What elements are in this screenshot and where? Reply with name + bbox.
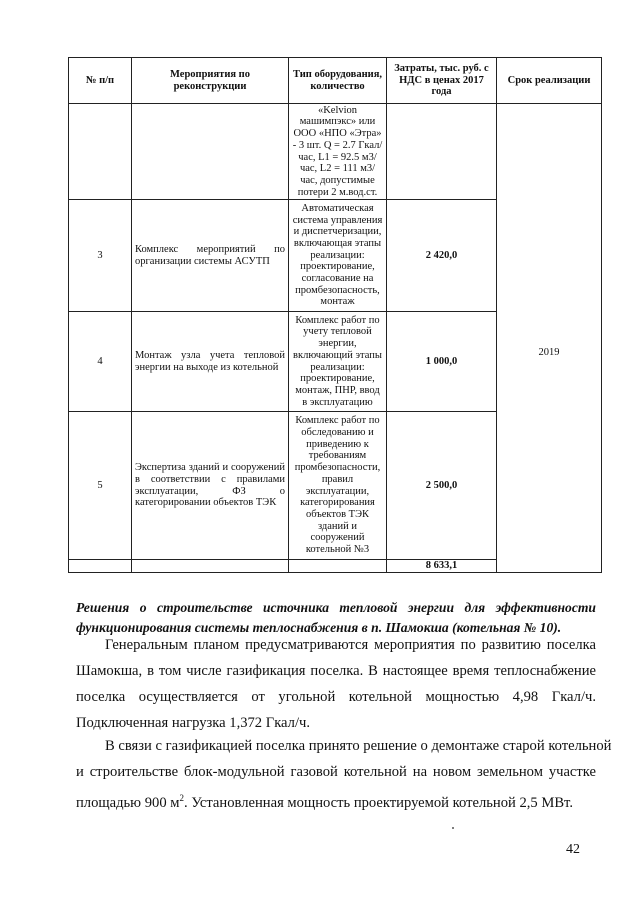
header-costs: Затраты, тыс. руб. с НДС в ценах 2017 года (387, 58, 497, 104)
cell-costs: 2 420,0 (387, 200, 497, 312)
paragraph-1-line: Подключенная нагрузка 1,372 Гкал/ч. (76, 715, 310, 731)
cell-num: 4 (69, 312, 132, 412)
paragraph-2-line (76, 785, 596, 816)
page-number: 42 (566, 842, 580, 857)
table-header-row (69, 58, 602, 104)
cell-measures: Комплекс мероприятий по организации системы АСУТП (132, 200, 289, 312)
paragraph-1-line: Шамокша, в том числе газификация поселка. В настоящее время теплоснабжение (76, 663, 596, 679)
area-text: площадью 900 м (76, 794, 180, 811)
cell-empty (289, 560, 387, 573)
paragraph-1-line: Генеральным планом предусматриваются мероприятия по развитию поселка (105, 637, 596, 653)
paragraph-2-line: В связи с газификацией поселка принято решение о демонтаже старой котельной (105, 738, 612, 754)
table-row (69, 104, 602, 200)
header-measures: Мероприятия по реконструкции (132, 58, 289, 104)
cell-costs: 1 000,0 (387, 312, 497, 412)
cell-equipment: Комплекс работ по учету тепловой энергии, включающий этапы реализации: проектирование, монтаж, ПНР, ввод в эксплуатацию (289, 312, 387, 412)
paragraph-2-line: и строительстве блок-модульной газовой котельной на новом земельном участке (76, 764, 596, 780)
header-term: Срок реализации (497, 58, 602, 104)
cell-costs (387, 104, 497, 200)
power-text: . Установленная мощность проектируемой котельной 2,5 МВт. (184, 794, 573, 811)
cell-total: 8 633,1 (387, 560, 497, 573)
cell-empty (132, 560, 289, 573)
cell-equipment: Автоматическая система управления и диспетчеризации, включающая этапы реализации: проектирование, согласование на промбезопасность, монтаж (289, 200, 387, 312)
cell-empty (69, 560, 132, 573)
header-num: № п/п (69, 58, 132, 104)
cell-measures (132, 104, 289, 200)
cell-num: 5 (69, 412, 132, 560)
cell-num: 3 (69, 200, 132, 312)
paragraph-1 (76, 632, 596, 736)
cell-measures: Монтаж узла учета тепловой энергии на выходе из котельной (132, 312, 289, 412)
cell-equipment: «Kelvion машимпэкс» или ООО «НПО «Этра» - 3 шт. Q = 2.7 Гкал/час, L1 = 92.5 м3/час, L2 = 111 м3/час, допустимые потери 2 м.вод.ст. (289, 104, 387, 200)
cell-term: 2019 (497, 104, 602, 573)
heading-line-2: функционирования системы теплоснабжения в п. Шамокша (котельная № 10). (76, 620, 562, 635)
area-superscript: 2 (179, 793, 185, 803)
reconstruction-table (68, 57, 602, 573)
scan-speck (452, 827, 454, 829)
paragraph-1-line: поселка осуществляется от угольной котельной мощностью 4,98 Гкал/ч. (76, 689, 596, 705)
paragraph-2 (76, 733, 612, 816)
cell-equipment: Комплекс работ по обследованию и приведению к требованиям промбезопасности, правил эксплуатации, категорирования объектов ТЭК зданий и сооружений котельной №3 (289, 412, 387, 560)
cell-num (69, 104, 132, 200)
header-equipment: Тип оборудования, количество (289, 58, 387, 104)
heading-line-1: Решения о строительстве источника тепловой энергии для эффективности (76, 600, 596, 615)
cell-costs: 2 500,0 (387, 412, 497, 560)
cell-measures: Экспертиза зданий и сооружений в соответствии с правилами эксплуатации, ФЗ о категорировании объектов ТЭК (132, 412, 289, 560)
